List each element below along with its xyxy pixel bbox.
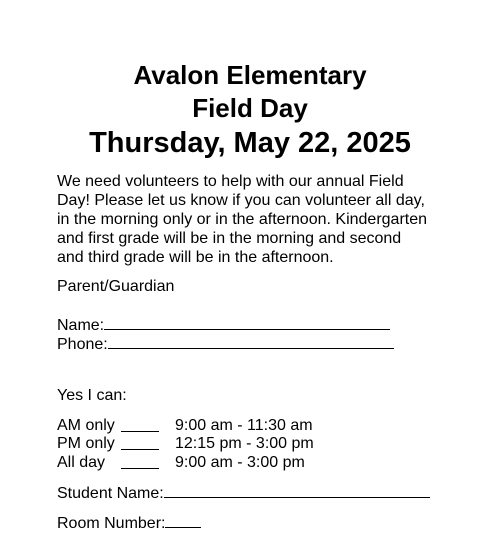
room-number-label: Room Number: bbox=[57, 515, 166, 532]
option-am-label: AM only bbox=[57, 417, 115, 434]
option-allday-blank[interactable] bbox=[121, 453, 159, 469]
room-number-row bbox=[57, 513, 201, 533]
option-am-blank[interactable] bbox=[121, 416, 159, 432]
option-am-row bbox=[57, 416, 357, 435]
option-am-time: 9:00 am - 11:30 am bbox=[175, 417, 313, 434]
student-name-label: Student Name: bbox=[57, 485, 164, 502]
option-allday-row bbox=[57, 453, 357, 472]
option-allday-time: 9:00 am - 3:00 pm bbox=[175, 454, 305, 471]
room-number-blank[interactable] bbox=[165, 513, 201, 528]
intro-line: and third grade will be in the afternoon. bbox=[57, 249, 334, 266]
name-label: Name: bbox=[57, 317, 105, 334]
event-date-heading: Thursday, May 22, 2025 bbox=[89, 127, 411, 159]
intro-line: Day! Please let us know if you can volunteer all day, bbox=[57, 192, 425, 209]
name-field-row bbox=[57, 315, 390, 335]
name-blank[interactable] bbox=[104, 315, 390, 330]
option-pm-blank[interactable] bbox=[121, 434, 159, 450]
option-pm-label: PM only bbox=[57, 435, 115, 452]
intro-line: and first grade will be in the morning and second bbox=[57, 230, 402, 247]
parent-guardian-label: Parent/Guardian bbox=[57, 278, 175, 295]
option-allday-label: All day bbox=[57, 454, 106, 471]
option-pm-time: 12:15 pm - 3:00 pm bbox=[175, 435, 314, 452]
phone-field-row bbox=[57, 334, 394, 354]
yes-i-can-label: Yes I can: bbox=[57, 387, 127, 404]
student-name-row bbox=[57, 483, 430, 503]
intro-line: We need volunteers to help with our annual Field bbox=[57, 173, 404, 190]
student-name-blank[interactable] bbox=[164, 483, 430, 498]
phone-blank[interactable] bbox=[108, 334, 394, 349]
school-name-heading: Avalon Elementary bbox=[133, 60, 367, 90]
phone-label: Phone: bbox=[57, 336, 108, 353]
option-pm-row bbox=[57, 434, 357, 453]
intro-line: in the morning only or in the afternoon. Kindergarten bbox=[57, 211, 428, 228]
event-name-heading: Field Day bbox=[192, 93, 308, 123]
